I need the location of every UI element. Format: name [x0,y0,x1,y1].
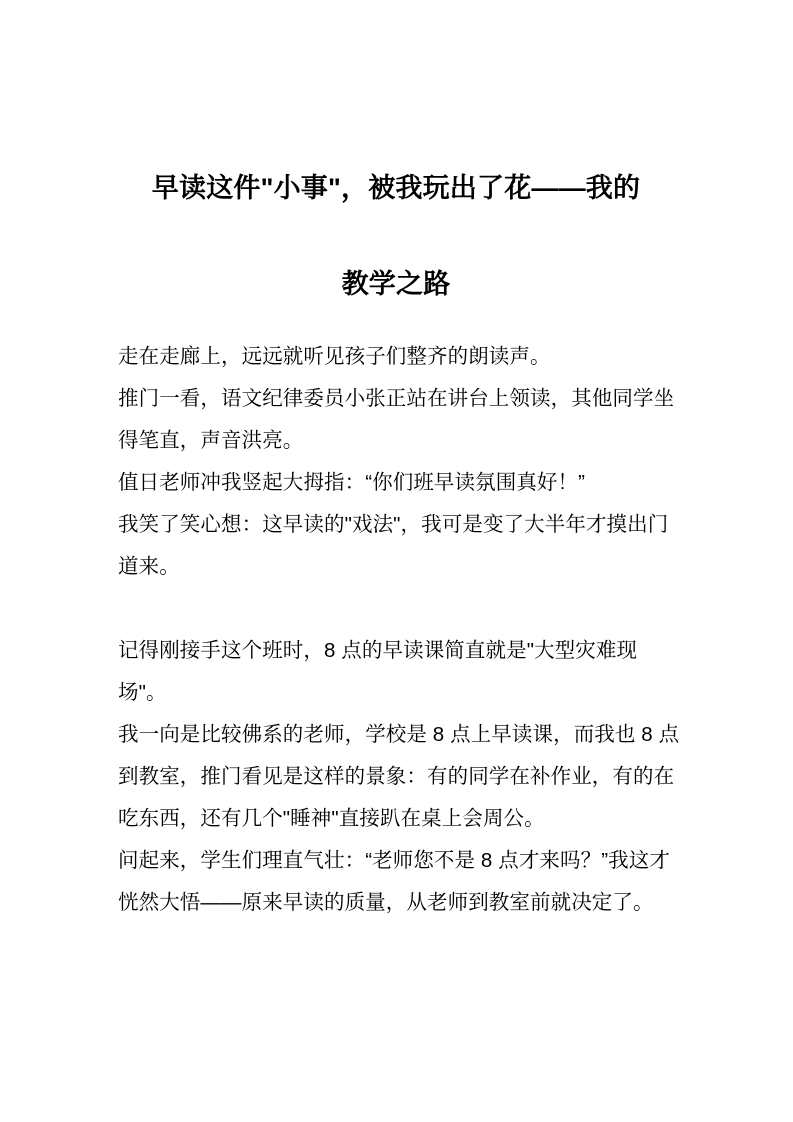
page-title-line-1: 早读这件"小事"，被我玩出了花——我的 [151,173,641,204]
paragraph-2: 记得刚接手这个班时，8 点的早读课简直就是"大型灾难现场"。 我一向是比较佛系的老师，学校是 8 点上早读课，而我也 8 点到教室，推门看见是这样的景象：有的同学在补作业，有的在吃东西，还有几个"睡神"直接趴在桌上会周公。 问起来，学生们理直气壮：“老师您不是 8 点才来吗？”我这才恍然大悟——原来早读的质量，从老师到教室前就决定了。 [118,639,680,914]
page-title-line-2: 教学之路 [341,269,451,300]
paragraph-1: 走在走廊上，远远就听见孩子们整齐的朗读声。 推门一看，语文纪律委员小张正站在讲台上领读，其他同学坐得笔直，声音洪亮。 值日老师冲我竖起大拇指：“你们班早读氛围真好！” 我笑了笑心想：这早读的"戏法"，我可是变了大半年才摸出门道来。 [118,345,675,578]
document-body [118,336,680,924]
page-title [96,140,696,332]
